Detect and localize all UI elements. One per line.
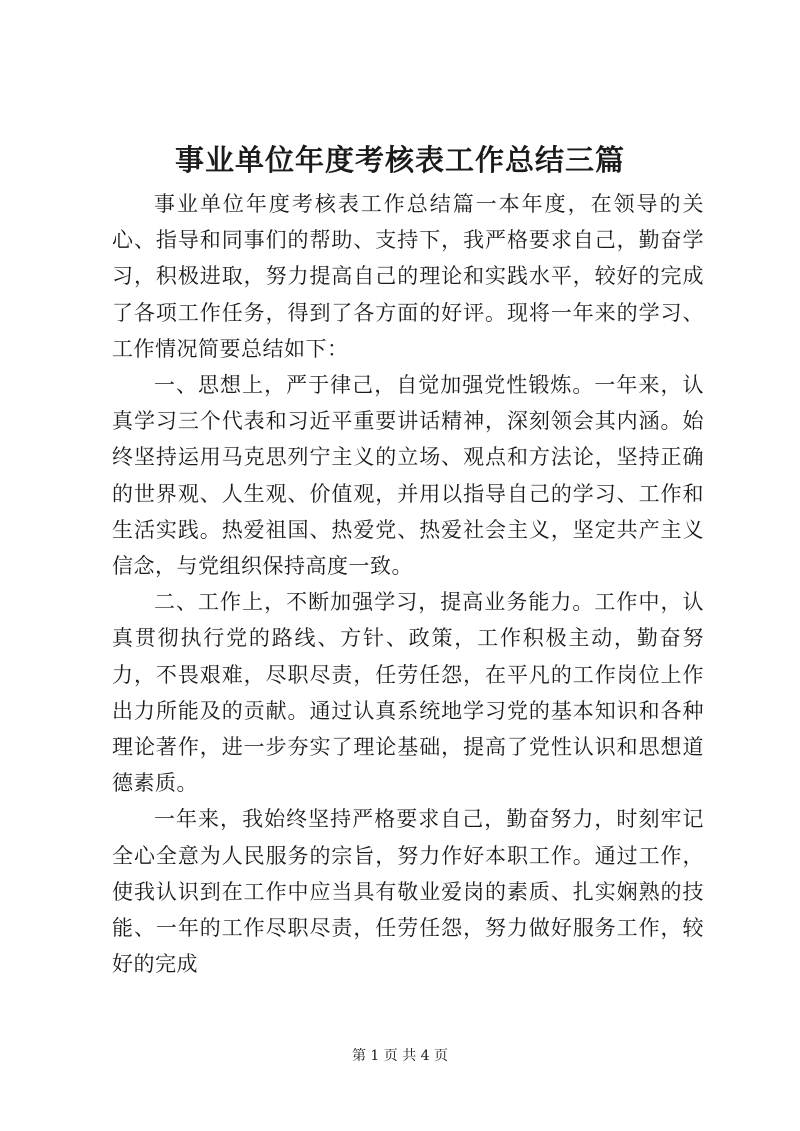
document-body (112, 186, 704, 982)
document-title: 事业单位年度考核表工作总结三篇 (174, 143, 625, 177)
paragraph-ideology: 一、思想上，严于律己，自觉加强党性锻炼。一年来，认真学习三个代表和习近平重要讲话精神，深刻领会其内涵。始终坚持运用马克思列宁主义的立场、观点和方法论，坚持正确的世界观、人生观、价值观，并用以指导自己的学习、工作和生活实践。热爱祖国、热爱党、热爱社会主义，坚定共产主义信念，与党组织保持高度一致。 (112, 373, 704, 579)
paragraph-work: 二、工作上，不断加强学习，提高业务能力。工作中，认真贯彻执行党的路线、方针、政策，工作积极主动，勤奋努力，不畏艰难，尽职尽责，任劳任怨，在平凡的工作岗位上作出力所能及的贡献。通过认真系统地学习党的基本知识和各种理论著作，进一步夯实了理论基础，提高了党性认识和思想道德素质。 (112, 590, 704, 796)
paragraph-intro: 事业单位年度考核表工作总结篇一本年度，在领导的关心、指导和同事们的帮助、支持下，我严格要求自己，勤奋学习，积极进取，努力提高自己的理论和实践水平，较好的完成了各项工作任务，得到了各方面的好评。现将一年来的学习、工作情况简要总结如下： (112, 192, 704, 361)
page-footer: 第 1 页 共 4 页 (351, 1048, 449, 1064)
paragraph-summary: 一年来，我始终坚持严格要求自己，勤奋努力，时刻牢记全心全意为人民服务的宗旨，努力作好本职工作。通过工作，使我认识到在工作中应当具有敬业爱岗的素质、扎实娴熟的技能、一年的工作尽职尽责，任劳任怨，努力做好服务工作，较好的完成 (112, 807, 704, 977)
